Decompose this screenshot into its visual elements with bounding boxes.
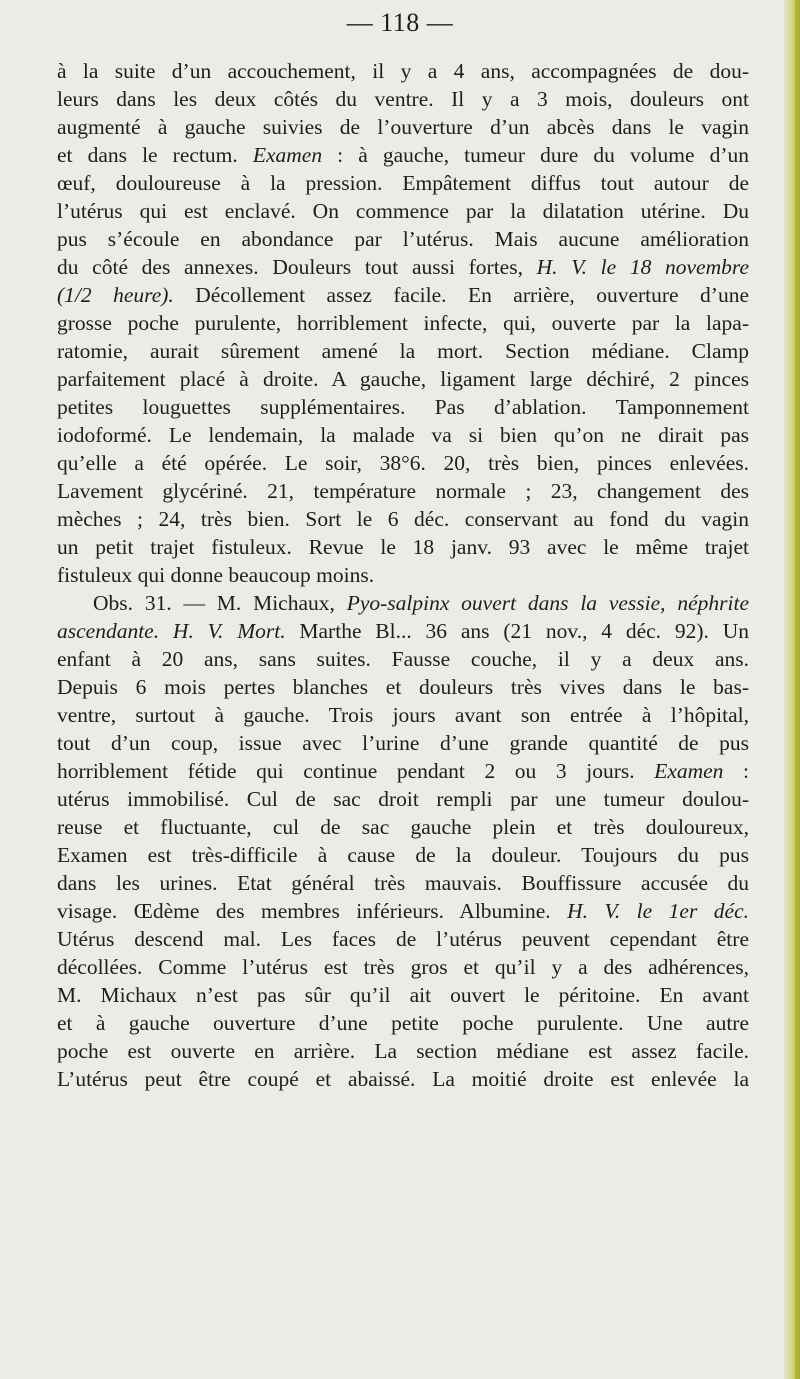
text-run: qu’elle a été opérée. Le soir, 38°6. 20, très bien, pinces enlevées.: [57, 451, 749, 475]
text-line: [57, 281, 749, 309]
text-line: [57, 813, 749, 841]
text-line: [57, 953, 749, 981]
text-line: [57, 869, 749, 897]
text-run: Obs. 31. — M. Michaux,: [93, 591, 347, 615]
text-run: visage. Œdème des membres inférieurs. Albumine.: [57, 899, 568, 923]
text-line: [57, 1009, 749, 1037]
text-line: [57, 981, 749, 1009]
text-run: poche est ouverte en arrière. La section médiane est assez facile.: [57, 1039, 749, 1063]
text-line: [57, 785, 749, 813]
text-run: Décollement assez facile. En arrière, ouverture d’une: [173, 283, 749, 307]
text-run: Lavement glycériné. 21, température normale ; 23, changement des: [57, 479, 749, 503]
text-line: [57, 701, 749, 729]
text-run: l’utérus qui est enclavé. On commence par la dilatation utérine. Du: [57, 199, 749, 223]
text-line: [57, 533, 749, 561]
text-run: petites louguettes supplémentaires. Pas d’ablation. Tamponnement: [57, 395, 749, 419]
text-line: [57, 169, 749, 197]
text-line: [57, 1065, 749, 1093]
text-line: [57, 1037, 749, 1065]
text-line: [57, 449, 749, 477]
text-run: utérus immobilisé. Cul de sac droit rempli par une tumeur doulou-: [57, 787, 749, 811]
text-line: [57, 673, 749, 701]
text-run: fistuleux qui donne beaucoup moins.: [57, 563, 375, 587]
text-line: [57, 589, 749, 617]
text-line: [57, 617, 749, 645]
text-run: horriblement fétide qui continue pendant 2 ou 3 jours.: [57, 759, 655, 783]
text-run: :: [723, 759, 749, 783]
text-run: ventre, surtout à gauche. Trois jours avant son entrée à l’hôpital,: [57, 703, 749, 727]
text-run: œuf, douloureuse à la pression. Empâtement diffus tout autour de: [57, 171, 749, 195]
text-run: leurs dans les deux côtés du ventre. Il y a 3 mois, douleurs ont: [57, 87, 749, 111]
text-run: augmenté à gauche suivies de l’ouverture d’un abcès dans le vagin: [57, 115, 749, 139]
text-run: décollées. Comme l’utérus est très gros et qu’il y a des adhérences,: [57, 955, 749, 979]
text-run: reuse et fluctuante, cul de sac gauche plein et très douloureux,: [57, 815, 749, 839]
page-number: — 118 —: [346, 8, 454, 37]
text-run: enfant à 20 ans, sans suites. Fausse couche, il y a deux ans.: [57, 647, 749, 671]
text-line: [57, 225, 749, 253]
text-line: [57, 141, 749, 169]
text-run: L’utérus peut être coupé et abaissé. La moitié droite est enlevée la: [57, 1067, 749, 1091]
text-line: [57, 925, 749, 953]
text-line: [57, 253, 749, 281]
text-line: [57, 505, 749, 533]
text-run: Examen est très-difficile à cause de la douleur. Toujours du pus: [57, 843, 749, 867]
text-run: M. Michaux n’est pas sûr qu’il ait ouvert le péritoine. En avant: [57, 983, 749, 1007]
text-run: du côté des annexes. Douleurs tout aussi fortes,: [57, 255, 537, 279]
italic-text: (1/2 heure).: [57, 283, 174, 307]
text-line: [57, 113, 749, 141]
text-run: parfaitement placé à droite. A gauche, ligament large déchiré, 2 pinces: [57, 367, 749, 391]
text-line: [57, 393, 749, 421]
text-line: [57, 421, 749, 449]
text-line: [57, 897, 749, 925]
italic-text: H. V. le 18 novembre: [536, 255, 749, 279]
italic-text: Examen: [654, 759, 724, 783]
text-run: tout d’un coup, issue avec l’urine d’une grande quantité de pus: [57, 731, 749, 755]
text-line: [57, 645, 749, 673]
text-line: [57, 365, 749, 393]
italic-text: Examen: [252, 143, 323, 167]
text-run: : à gauche, tumeur dure du volume d’un: [322, 143, 749, 167]
italic-text: ascendante. H. V. Mort.: [57, 619, 286, 643]
text-run: pus s’écoule en abondance par l’utérus. Mais aucune amélioration: [57, 227, 749, 251]
text-run: dans les urines. Etat général très mauvais. Bouffissure accusée du: [57, 871, 749, 895]
text-run: grosse poche purulente, horriblement infecte, qui, ouverte par la lapa-: [57, 311, 749, 335]
text-line: [57, 309, 749, 337]
text-run: et à gauche ouverture d’une petite poche purulente. Une autre: [57, 1011, 749, 1035]
text-line: [57, 85, 749, 113]
text-run: et dans le rectum.: [57, 143, 253, 167]
text-run: iodoformé. Le lendemain, la malade va si bien qu’on ne dirait pas: [57, 423, 749, 447]
text-line: [57, 841, 749, 869]
text-line: [57, 477, 749, 505]
text-line: [57, 561, 749, 589]
text-run: Depuis 6 mois pertes blanches et douleurs très vives dans le bas-: [57, 675, 749, 699]
text-line: [57, 197, 749, 225]
text-run: Utérus descend mal. Les faces de l’utérus peuvent cependant être: [57, 927, 749, 951]
text-run: Marthe Bl... 36 ans (21 nov., 4 déc. 92). Un: [285, 619, 749, 643]
body-text: [57, 57, 749, 1093]
page-edge-shadow: [795, 0, 800, 1379]
text-line: [57, 729, 749, 757]
text-line: [57, 757, 749, 785]
text-line: [57, 337, 749, 365]
text-run: à la suite d’un accouchement, il y a 4 ans, accompagnées de dou-: [57, 59, 749, 83]
italic-text: H. V. le 1er déc.: [567, 899, 749, 923]
text-run: un petit trajet fistuleux. Revue le 18 janv. 93 avec le même trajet: [57, 535, 749, 559]
italic-text: Pyo-salpinx ouvert dans la vessie, néphrite: [346, 591, 749, 615]
text-line: [57, 57, 749, 85]
text-run: ratomie, aurait sûrement amené la mort. Section médiane. Clamp: [57, 339, 749, 363]
text-run: mèches ; 24, très bien. Sort le 6 déc. conservant au fond du vagin: [57, 507, 749, 531]
